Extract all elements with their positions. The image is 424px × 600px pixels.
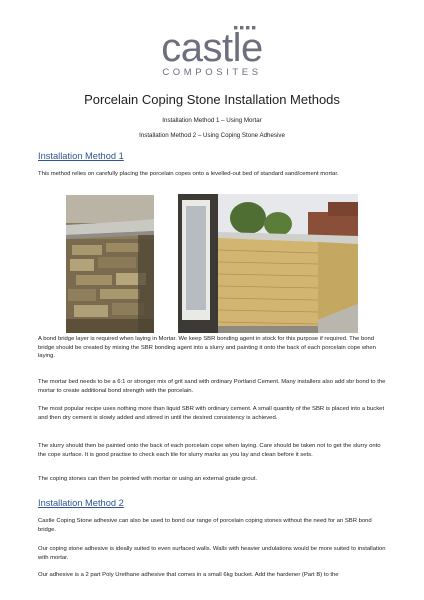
- section1-paragraph-pointing: The coping stones can then be pointed with mortar or using an external grade grout.: [38, 476, 258, 482]
- section1-paragraph-bond-bridge: A bond bridge layer is required when laying in Mortar. We keep SBR bonding agent in stock for this purpose if required. The bond bridge should be created by mixing the SBR bonding agent into a slurry and painting it onto the back of each porcelain cope when laying.: [38, 336, 376, 360]
- method-list-item-1: Installation Method 1 – Using Mortar: [162, 117, 262, 124]
- brand-subtitle: COMPOSITES: [162, 67, 262, 78]
- method-list-item-2: Installation Method 2 – Using Coping Stone Adhesive: [139, 132, 285, 139]
- section-heading-method-2: Installation Method 2: [38, 498, 124, 508]
- section2-paragraph-even-walls: Our coping stone adhesive is ideally suited to even surfaced walls. Walls with heavier undulations would be more suited to installation with mortar.: [38, 546, 386, 561]
- svg-text:castle: castle: [161, 26, 263, 68]
- section1-paragraph-slurry: The slurry should then be painted onto the back of each porcelain cope when laying. Care should be taken not to get the slurry onto the cope surface. It is good practise to check each tile for slurry marks as you lay and clean before it sets.: [38, 443, 381, 458]
- wall-photo-garden: [178, 194, 358, 333]
- castle-logo-mark: [150, 26, 274, 68]
- section1-paragraph-mortar-bed: The mortar bed needs to be a 6:1 or stronger mix of grit sand with ordinary Portland Cement. Many installers also add sbr bond to the mortar to create additional bond strength with the porcelain.: [38, 379, 386, 394]
- section2-paragraph-poly-urethane: Our adhesive is a 2 part Poly Urethane adhesive that comes in a small 6kg bucket. Add the hardener (Part B) to the: [38, 572, 339, 578]
- page-title: Porcelain Coping Stone Installation Methods: [84, 92, 340, 107]
- section1-paragraph-recipe: The most popular recipe uses nothing more than liquid SBR with ordinary cement. A small quantity of the SBR is placed into a bucket and then dry cement is slowly added and stirred in until the desired consistency is achieved.: [38, 406, 385, 421]
- section2-paragraph-adhesive: Castle Coping Stone adhesive can also be used to bond our range of porcelain coping stones without the need for an SBR bond bridge.: [38, 518, 372, 533]
- wall-photo-closeup: [66, 195, 154, 333]
- section1-intro: This method relies on carefully placing the porcelain copes onto a levelled-out bed of standard sand/cement mortar.: [38, 171, 339, 177]
- section-heading-method-1: Installation Method 1: [38, 151, 124, 161]
